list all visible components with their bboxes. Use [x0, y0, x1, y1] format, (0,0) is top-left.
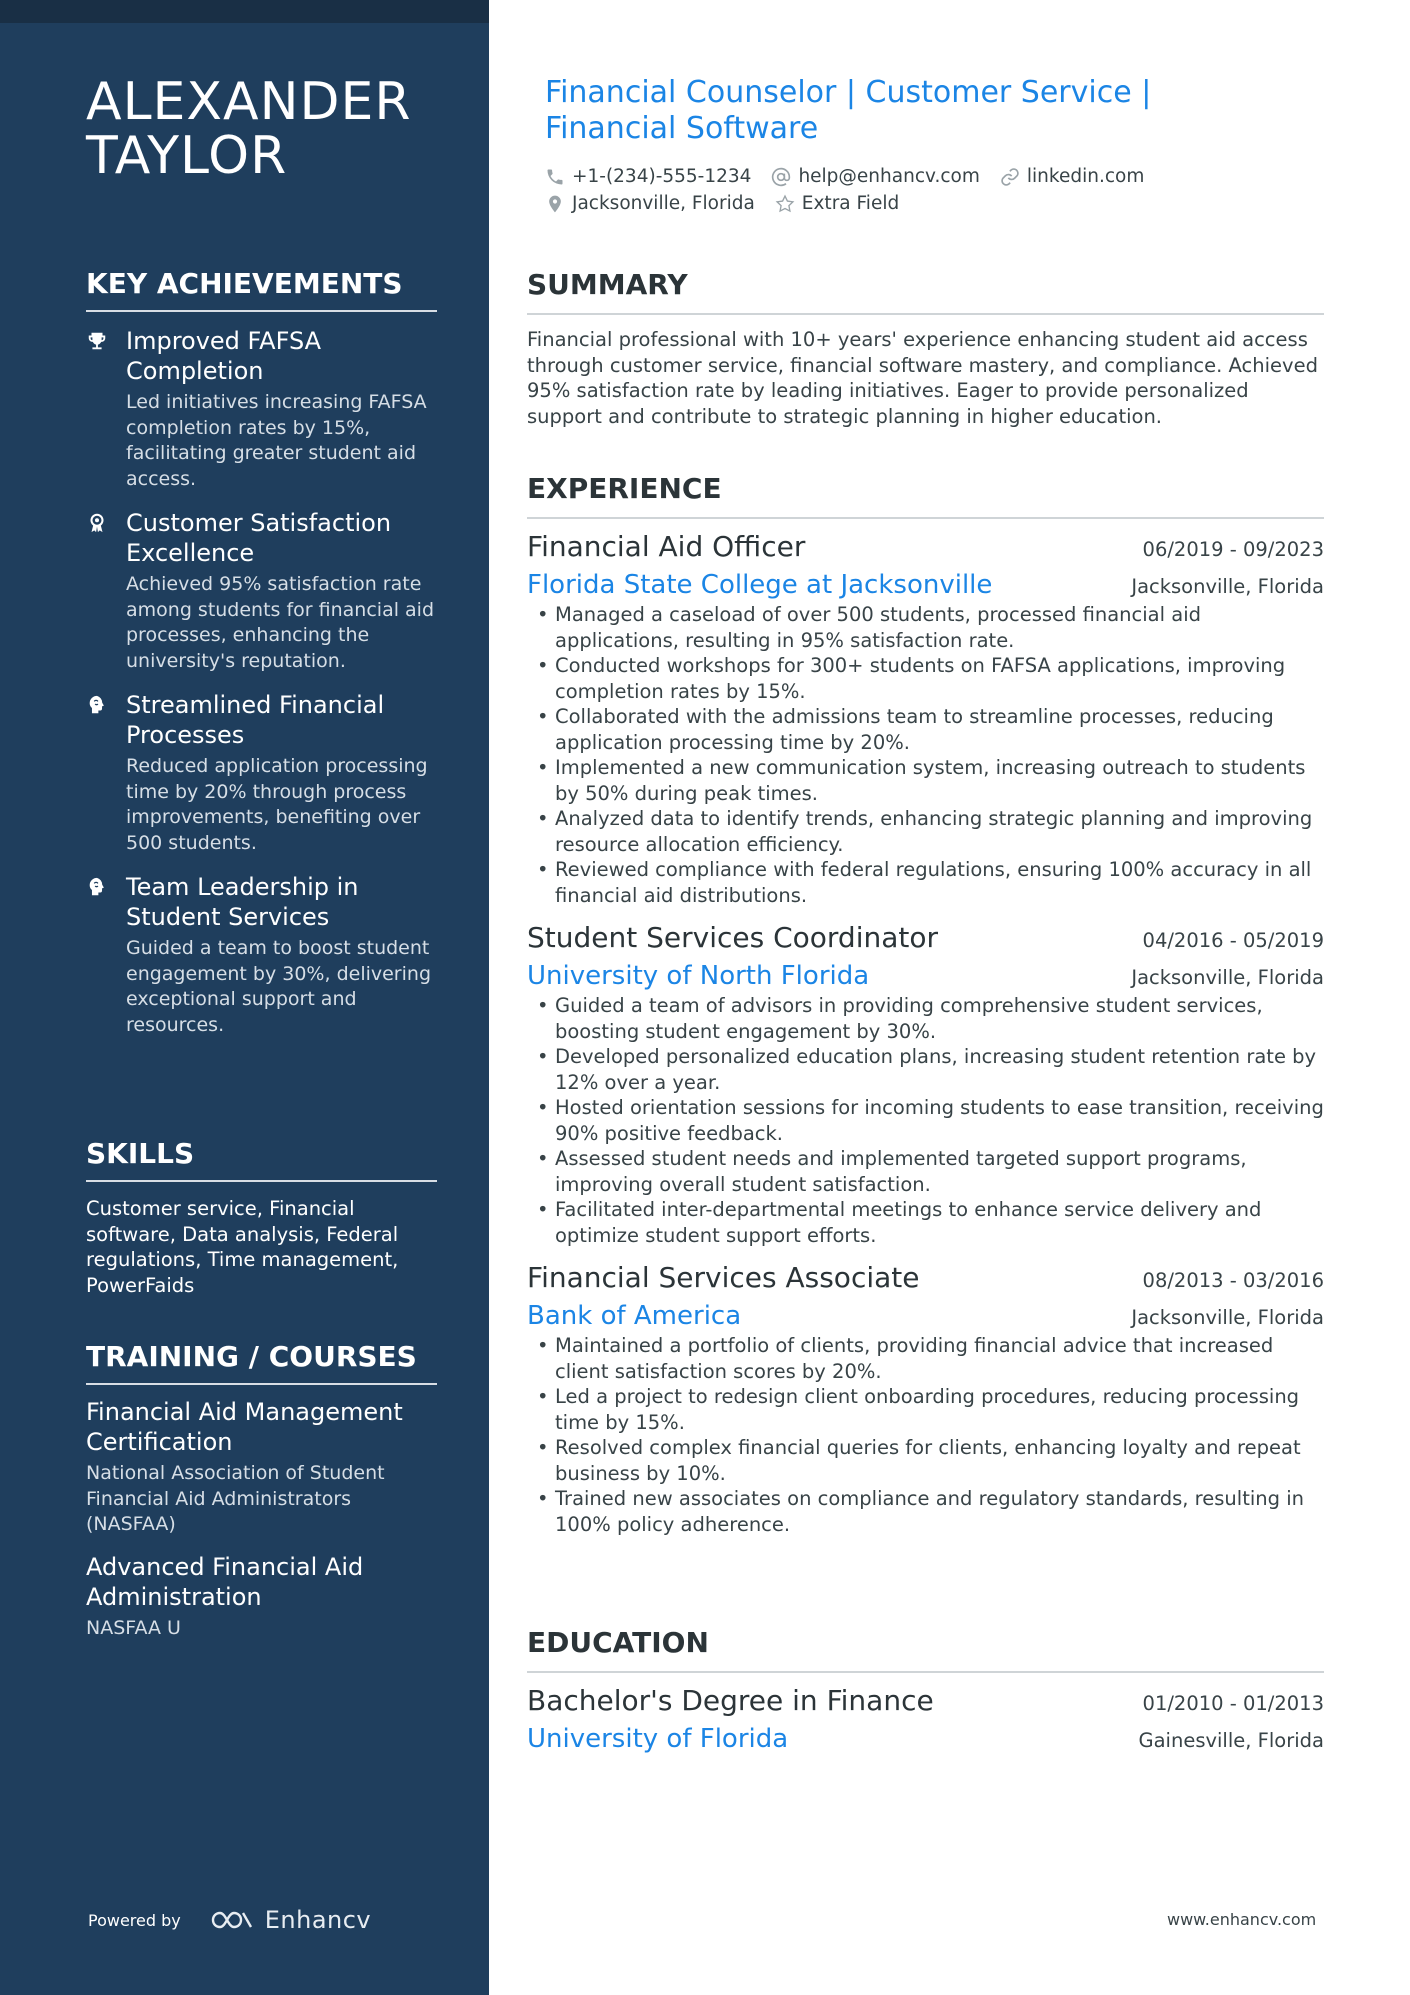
skills-section	[86, 1137, 437, 1298]
bullet-item: • Led a project to redesign client onboarding procedures, reducing processing time by 15%.	[527, 1384, 1324, 1435]
course-title: Advanced Financial Aid Administration	[86, 1552, 364, 1611]
job-bullets	[527, 1333, 1324, 1537]
education-section	[527, 1626, 1324, 1756]
summary-heading: SUMMARY	[527, 268, 1324, 315]
education-heading: EDUCATION	[527, 1626, 1324, 1673]
job-dates: 06/2019 - 09/2023	[1142, 538, 1324, 561]
powered-by-label: Powered by	[88, 1910, 181, 1930]
achievement-description: Achieved 95% satisfaction rate among students for financial aid processes, enhancing the university's reputation.	[126, 573, 435, 672]
achievement-description: Reduced application processing time by 20% through process improvements, benefiting over 500 students.	[126, 755, 428, 854]
achievement-item	[86, 508, 437, 674]
brand-name: Enhancv	[264, 1906, 372, 1934]
experience-heading: EXPERIENCE	[527, 472, 1324, 519]
job-title: Financial Aid Officer	[527, 530, 806, 563]
job-company: Florida State College at Jacksonville	[527, 570, 993, 600]
contact-info	[545, 163, 1305, 217]
bullet-item: • Collaborated with the admissions team to streamline processes, reducing application processing time by 20%.	[527, 704, 1324, 755]
course-item	[86, 1552, 437, 1642]
experience-section	[527, 472, 1324, 1537]
school-location: Gainesville, Florida	[1138, 1729, 1324, 1752]
location-item	[545, 193, 755, 214]
bullet-item: • Managed a caseload of over 500 students, processed financial aid applications, resulting in 95% satisfaction rate.	[527, 602, 1324, 653]
email-text: help@enhancv.com	[798, 166, 980, 187]
brain-icon	[86, 694, 108, 716]
footer-url[interactable]: www.enhancv.com	[1167, 1910, 1317, 1929]
bullet-item: • Resolved complex financial queries for clients, enhancing loyalty and repeat business by 10%.	[527, 1435, 1324, 1486]
job-company: Bank of America	[527, 1301, 742, 1331]
bullet-item: • Guided a team of advisors in providing comprehensive student services, boosting student engagement by 30%.	[527, 993, 1324, 1044]
course-title: Financial Aid Management Certification	[86, 1398, 403, 1456]
skills-heading: SKILLS	[86, 1137, 437, 1182]
achievement-item	[86, 872, 437, 1038]
job-location: Jacksonville, Florida	[1131, 575, 1324, 598]
education-entry	[527, 1683, 1324, 1756]
key-achievements-heading: KEY ACHIEVEMENTS	[86, 267, 437, 312]
bullet-item: • Conducted workshops for 300+ students on FAFSA applications, improving completion rates by 15%.	[527, 653, 1324, 704]
phone-icon	[545, 167, 565, 187]
linkedin-item[interactable]	[1000, 166, 1144, 187]
achievement-description: Guided a team to boost student engagement by 30%, delivering exceptional support and resources.	[126, 937, 432, 1036]
skills-list: Customer service, Financial software, Data analysis, Federal regulations, Time management, PowerFaids	[86, 1197, 399, 1297]
key-achievements-section	[86, 267, 437, 1038]
sidebar	[0, 0, 489, 1995]
bullet-item: • Reviewed compliance with federal regulations, ensuring 100% accuracy in all financial aid distributions.	[527, 857, 1324, 908]
job-bullets	[527, 993, 1324, 1248]
bullet-item: • Developed personalized education plans, increasing student retention rate by 12% over a year.	[527, 1044, 1324, 1095]
job-location: Jacksonville, Florida	[1131, 966, 1324, 989]
extra-field-item	[775, 193, 899, 214]
summary-text: Financial professional with 10+ years' experience enhancing student aid access through customer service, financial software mastery, and compliance. Achieved 95% satisfaction rate by leading initiatives. Eager to provide personalized support and contribute to strategic planning in higher education.	[527, 328, 1318, 428]
achievement-title: Improved FAFSA Completion	[126, 327, 322, 385]
job-title: Student Services Coordinator	[527, 921, 939, 954]
bullet-item: • Implemented a new communication system, increasing outreach to students by 50% during peak times.	[527, 755, 1324, 806]
link-icon	[1000, 167, 1020, 187]
job-dates: 08/2013 - 03/2016	[1142, 1269, 1324, 1292]
training-section	[86, 1340, 437, 1641]
email-item[interactable]	[771, 166, 979, 187]
location-pin-icon	[545, 194, 565, 214]
school-name: University of Florida	[527, 1724, 789, 1754]
bullet-item: • Facilitated inter-departmental meetings to enhance service delivery and optimize student support efforts.	[527, 1197, 1324, 1248]
degree-title: Bachelor's Degree in Finance	[527, 1684, 934, 1717]
job-title: Financial Services Associate	[527, 1261, 920, 1294]
course-organization: NASFAA U	[86, 1616, 181, 1639]
achievement-item	[86, 690, 437, 856]
extra-field-text: Extra Field	[801, 193, 900, 214]
phone-text: +1-(234)-555-1234	[572, 166, 752, 187]
job-bullets	[527, 602, 1324, 908]
job-location: Jacksonville, Florida	[1131, 1306, 1324, 1329]
candidate-name: ALEXANDER TAYLOR	[86, 72, 412, 186]
course-organization: National Association of Student Financial Aid Administrators (NASFAA)	[86, 1462, 385, 1535]
trophy-icon	[86, 330, 108, 352]
achievement-title: Customer Satisfaction Excellence	[126, 509, 392, 567]
job-dates: 04/2016 - 05/2019	[1142, 929, 1324, 952]
location-text: Jacksonville, Florida	[572, 193, 755, 214]
infinity-logo-icon	[209, 1908, 255, 1932]
course-item	[86, 1397, 437, 1538]
achievement-title: Streamlined Financial Processes	[126, 691, 385, 749]
achievement-title: Team Leadership in Student Services	[126, 873, 359, 931]
job-entry	[527, 920, 1324, 1248]
sidebar-top-band	[0, 0, 489, 23]
achievement-item	[86, 326, 437, 492]
training-heading: TRAINING / COURSES	[86, 1340, 437, 1385]
job-entry	[527, 1260, 1324, 1537]
star-icon	[775, 194, 795, 214]
job-company: University of North Florida	[527, 961, 870, 991]
phone-item[interactable]	[545, 166, 751, 187]
bullet-item: • Hosted orientation sessions for incoming students to ease transition, receiving 90% positive feedback.	[527, 1095, 1324, 1146]
brain-icon	[86, 876, 108, 898]
at-sign-icon	[771, 167, 791, 187]
enhancv-logo[interactable]	[209, 1906, 371, 1934]
achievement-description: Led initiatives increasing FAFSA completion rates by 15%, facilitating greater student aid access.	[126, 391, 427, 490]
powered-by	[88, 1906, 371, 1934]
bullet-item: • Maintained a portfolio of clients, providing financial advice that increased client satisfaction scores by 20%.	[527, 1333, 1324, 1384]
summary-section	[527, 268, 1324, 429]
job-entry	[527, 529, 1324, 908]
bullet-item: • Analyzed data to identify trends, enhancing strategic planning and improving resource allocation efficiency.	[527, 806, 1324, 857]
medal-icon	[86, 512, 108, 534]
linkedin-text: linkedin.com	[1026, 166, 1145, 187]
bullet-item: • Assessed student needs and implemented targeted support programs, improving overall student satisfaction.	[527, 1146, 1324, 1197]
education-dates: 01/2010 - 01/2013	[1142, 1692, 1324, 1715]
bullet-item: • Trained new associates on compliance and regulatory standards, resulting in 100% policy adherence.	[527, 1486, 1324, 1537]
professional-headline: Financial Counselor | Customer Service | Financial Software	[545, 75, 1152, 146]
